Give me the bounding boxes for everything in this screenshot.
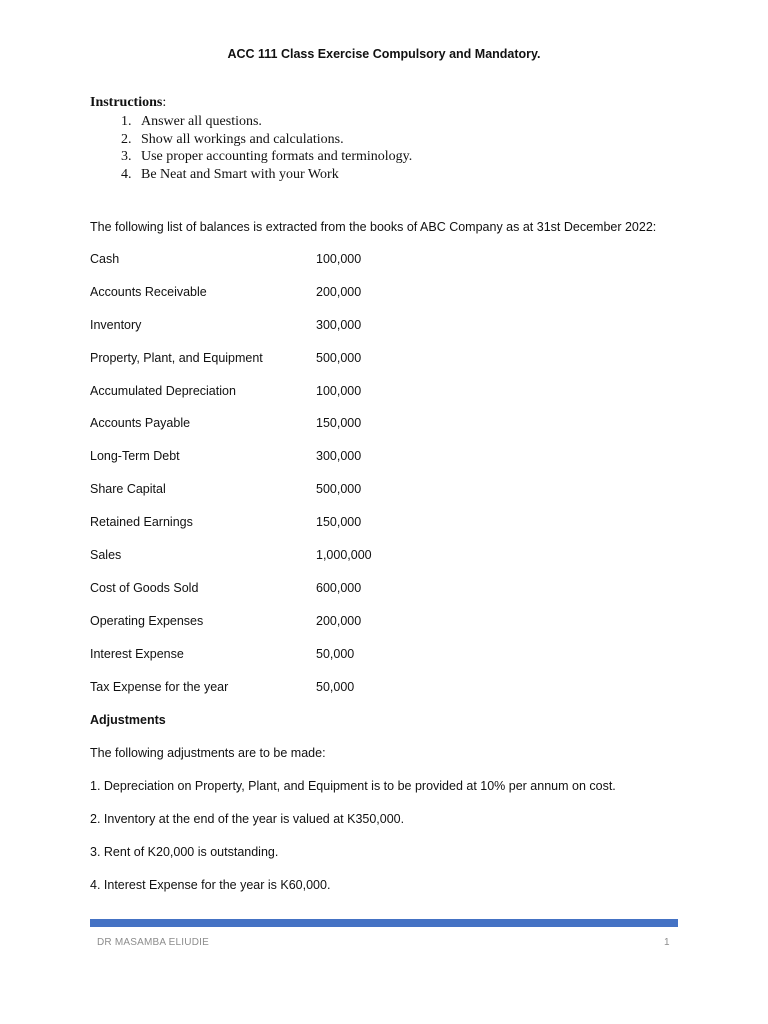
instruction-item: 3. Use proper accounting formats and terminology. — [135, 148, 412, 166]
account-name: Retained Earnings — [90, 515, 193, 530]
balances-intro: The following list of balances is extracted from the books of ABC Company as at 31st December 2022: — [90, 220, 657, 234]
adjustment-item: 4. Interest Expense for the year is K60,000. — [90, 878, 331, 892]
account-name: Accumulated Depreciation — [90, 383, 236, 398]
balance-row — [90, 449, 372, 482]
account-name: Interest Expense — [90, 646, 184, 661]
account-name: Share Capital — [90, 482, 166, 497]
account-amount: 150,000 — [316, 515, 362, 530]
balance-row — [90, 285, 372, 318]
balance-row — [90, 548, 372, 581]
adjustment-item: 1. Depreciation on Property, Plant, and Equipment is to be provided at 10% per annum on cost. — [90, 779, 616, 793]
account-amount: 100,000 — [316, 383, 362, 398]
footer-divider-bar — [90, 919, 678, 927]
account-name: Inventory — [90, 317, 142, 332]
balance-row — [90, 252, 372, 285]
adjustments-intro: The following adjustments are to be made: — [90, 746, 326, 760]
footer-page-number: 1 — [664, 937, 670, 948]
instruction-item: 4. Be Neat and Smart with your Work — [135, 166, 412, 184]
balance-row — [90, 581, 372, 614]
balance-row — [90, 515, 372, 548]
account-amount: 50,000 — [316, 646, 355, 661]
adjustments-heading: Adjustments — [90, 713, 166, 727]
account-name: Cash — [90, 252, 120, 266]
instruction-item: 2. Show all workings and calculations. — [135, 131, 412, 149]
account-name: Sales — [90, 548, 122, 563]
account-name: Long-Term Debt — [90, 449, 180, 464]
balance-row — [90, 416, 372, 449]
instructions-heading: Instructions — [90, 95, 163, 110]
balance-row — [90, 482, 372, 515]
balance-row — [90, 647, 372, 680]
instruction-item: 1. Answer all questions. — [135, 113, 412, 131]
account-name: Property, Plant, and Equipment — [90, 350, 263, 365]
balance-row — [90, 318, 372, 351]
instructions-section — [90, 95, 412, 183]
account-amount: 500,000 — [316, 350, 362, 365]
document-title: ACC 111 Class Exercise Compulsory and Mandatory. — [227, 47, 541, 61]
adjustment-item: 2. Inventory at the end of the year is valued at K350,000. — [90, 812, 405, 826]
account-name: Cost of Goods Sold — [90, 580, 199, 595]
balance-row — [90, 351, 372, 384]
adjustments-list — [90, 779, 616, 911]
account-amount: 150,000 — [316, 416, 362, 431]
account-amount: 600,000 — [316, 580, 362, 595]
footer-author: DR MASAMBA ELIUDIE — [97, 937, 209, 948]
account-amount: 300,000 — [316, 317, 362, 332]
account-name: Accounts Payable — [90, 416, 191, 431]
balance-row — [90, 614, 372, 647]
account-amount: 1,000,000 — [316, 548, 372, 563]
account-amount: 300,000 — [316, 449, 362, 464]
account-name: Tax Expense for the year — [90, 679, 229, 694]
balance-row — [90, 384, 372, 417]
balance-row — [90, 680, 372, 713]
balances-list — [90, 252, 372, 712]
adjustment-item: 3. Rent of K20,000 is outstanding. — [90, 845, 279, 859]
instructions-heading-colon: : — [162, 95, 167, 110]
account-amount: 500,000 — [316, 482, 362, 497]
account-name: Accounts Receivable — [90, 284, 207, 299]
account-amount: 200,000 — [316, 613, 362, 628]
account-amount: 200,000 — [316, 284, 362, 299]
instructions-list — [90, 113, 412, 183]
account-name: Operating Expenses — [90, 613, 204, 628]
account-amount: 50,000 — [316, 679, 355, 694]
account-amount: 100,000 — [316, 252, 362, 266]
